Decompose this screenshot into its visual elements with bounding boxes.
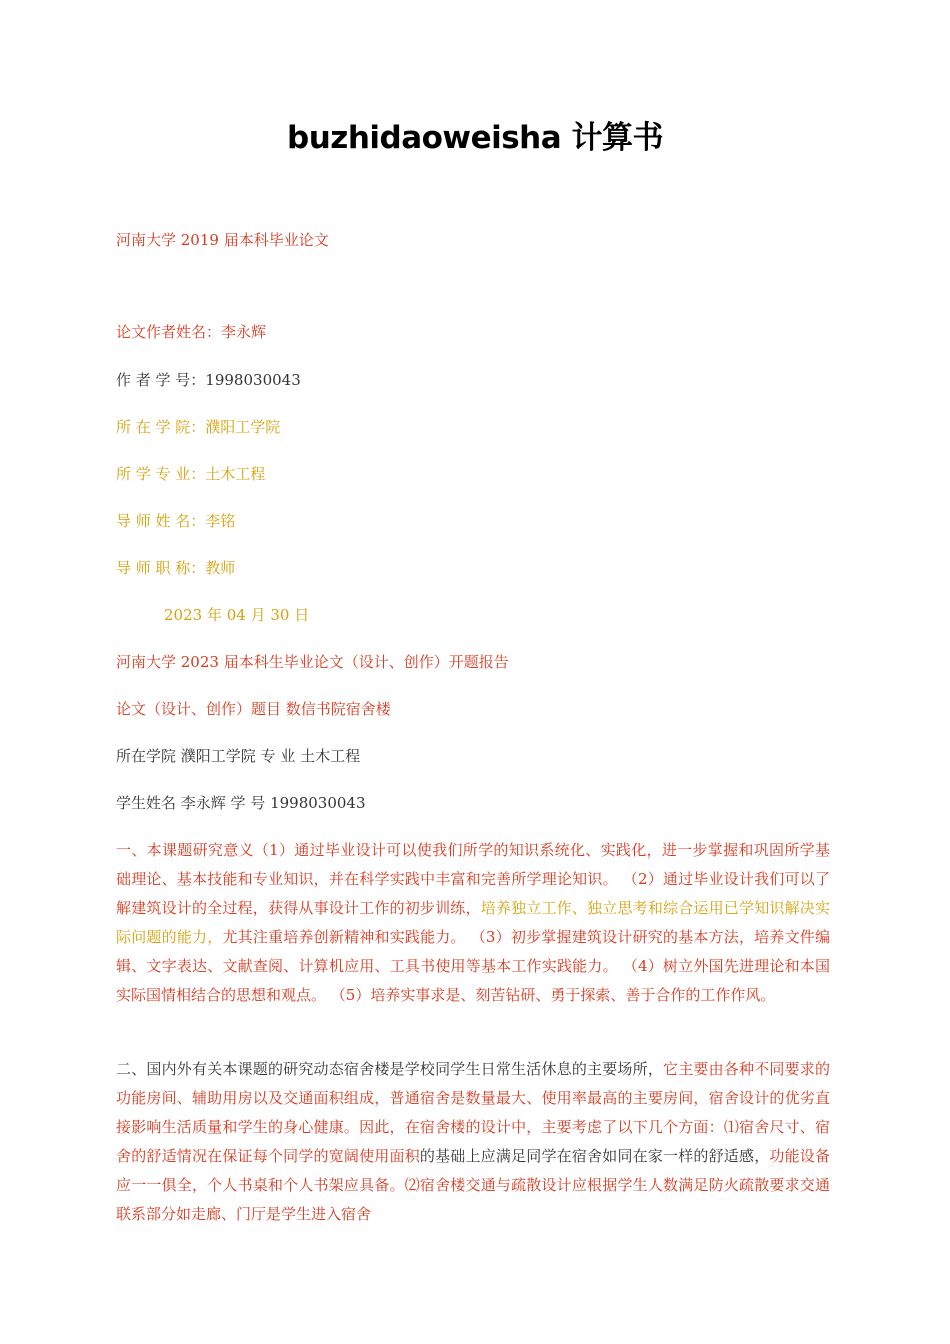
- student-id: 作 者 学 号：1998030043: [116, 371, 301, 389]
- para1-text-gold: 培养独立工作、独立思考和综合运用已学知识解决实际问题的能力，: [116, 899, 830, 946]
- research-status-paragraph: [116, 1055, 830, 1229]
- author-name: 论文作者姓名：李永辉: [116, 323, 267, 341]
- research-significance-paragraph: [116, 836, 830, 1010]
- thesis-topic: 论文（设计、创作）题目 数信书院宿舍楼: [116, 700, 391, 718]
- major: 所 学 专 业：土木工程: [116, 465, 266, 483]
- student-info: 学生姓名 李永辉 学 号 1998030043: [116, 794, 366, 812]
- document-date: 2023 年 04 月 30 日: [164, 606, 310, 624]
- report-title: 河南大学 2023 届本科生毕业论文（设计、创作）开题报告: [116, 653, 509, 671]
- para2-text-gray-2: 的基础上应满足同学在宿舍如同在家一样的舒适感，: [419, 1147, 770, 1165]
- para1-text-red-2: 尤其注重培养创新精神和实践能力。 （3）初步掌握建筑设计研究的基本方法，培养文件编辑、文字表达、文献查阅、计算机应用、工具书使用等基本工作实践能力。 （4）树立外国先进理论和本国实际国情相结合的思想和观点。 （5）培养实事求是、刻苦钻研、勇于探索、善于合作的工作作风。: [116, 928, 830, 1004]
- document-title: buzhidaoweisha 计算书: [287, 120, 663, 156]
- advisor-name: 导 师 姓 名：李铭: [116, 512, 236, 530]
- college-major: 所在学院 濮阳工学院 专 业 土木工程: [116, 747, 361, 765]
- university-line: 河南大学 2019 届本科毕业论文: [116, 231, 329, 249]
- para1-text-red-1: 一、本课题研究意义（1）通过毕业设计可以使我们所学的知识系统化、实践化，进一步掌握和巩固所学基础理论、基本技能和专业知识，并在科学实践中丰富和完善所学理论知识。 （2）通过毕业设计我们可以了解建筑设计的全过程，获得从事设计工作的初步训练，: [116, 841, 830, 917]
- college: 所 在 学 院：濮阳工学院: [116, 418, 281, 436]
- para2-text-red-2: 功能设备应一一俱全，个人书桌和个人书架应具备。⑵宿舍楼交通与疏散设计应根据学生人数满足防火疏散要求交通联系部分如走廊、门厅是学生进入宿舍: [116, 1147, 830, 1223]
- para2-text-red-1: 它主要由各种不同要求的功能房间、辅助用房以及交通面积组成，普通宿舍是数量最大、使用率最高的主要房间，宿舍设计的优劣直接影响生活质量和学生的身心健康。因此，在宿舍楼的设计中，主要考虑了以下几个方面：⑴宿舍尺寸、宿舍的舒适情况在保证每个同学的宽阔使用面积: [116, 1060, 830, 1165]
- para2-text-gray-1: 二、国内外有关本课题的研究动态宿舍楼是学校同学生日常生活休息的主要场所，: [116, 1060, 664, 1078]
- advisor-title: 导 师 职 称：教师: [116, 559, 236, 577]
